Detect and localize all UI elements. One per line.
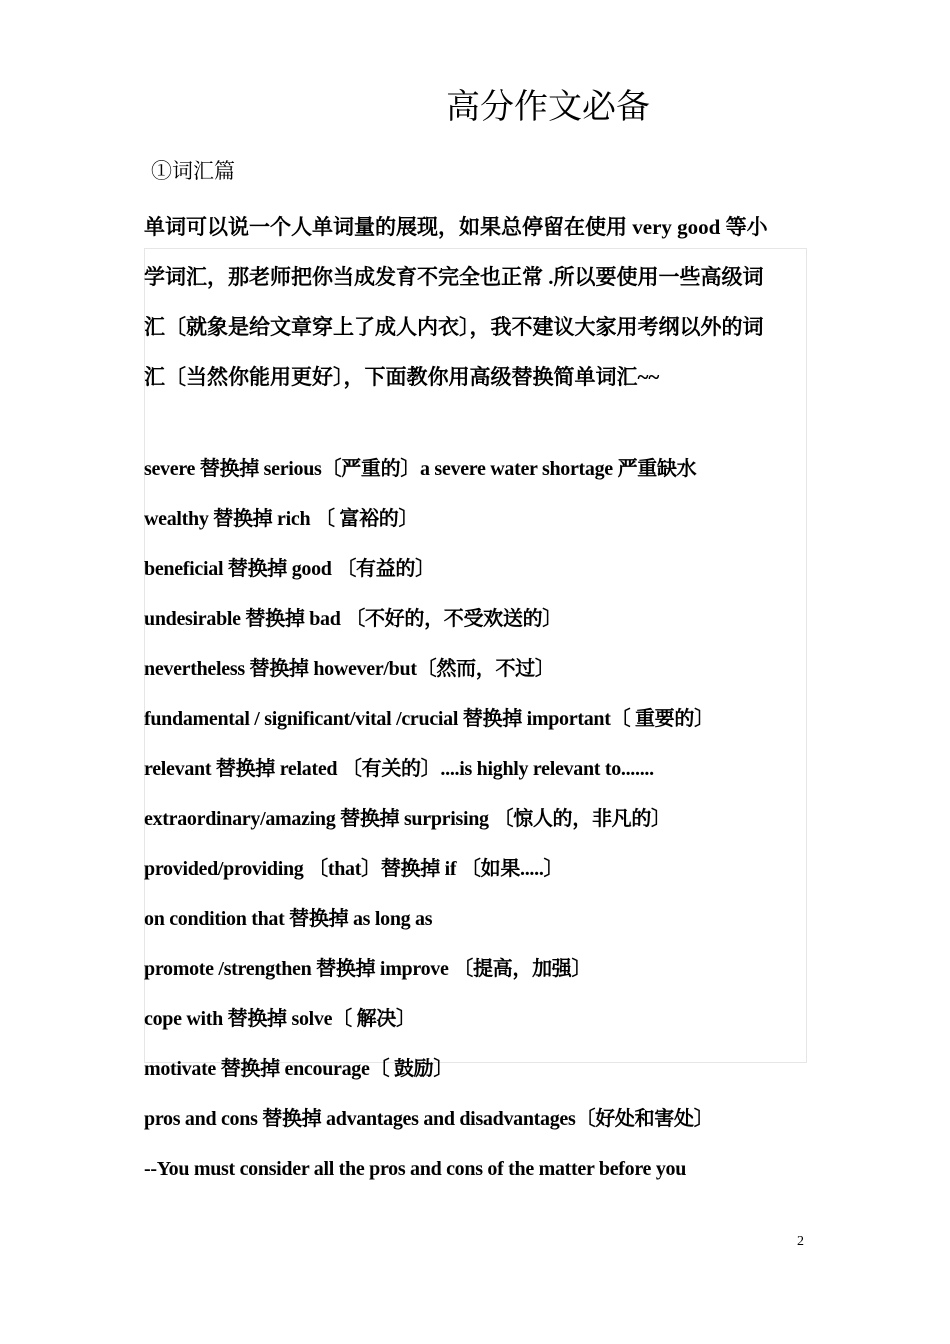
vocabulary-entry: promote /strengthen 替换掉 improve 〔提高，加强〕: [144, 958, 592, 980]
vocabulary-entry: on condition that 替换掉 as long as: [144, 908, 433, 930]
example-sentence: --You must consider all the pros and cons of the matter before you: [144, 1158, 687, 1180]
vocabulary-list: [144, 447, 824, 1197]
vocabulary-entry: pros and cons 替换掉 advantages and disadvantages〔好处和害处〕: [144, 1108, 714, 1130]
vocabulary-entry: nevertheless 替换掉 however/but〔然而，不过〕: [144, 658, 555, 680]
section-heading: ①词汇篇: [151, 159, 235, 183]
intro-paragraph: [144, 202, 816, 402]
vocabulary-entry: severe 替换掉 serious〔严重的〕a severe water shortage 严重缺水: [144, 458, 697, 480]
vocabulary-entry: relevant 替换掉 related 〔有关的〕....is highly relevant to.......: [144, 758, 654, 780]
intro-line: 汇〔就象是给文章穿上了成人内衣〕，我不建议大家用考纲以外的词: [144, 315, 764, 339]
vocabulary-entry: wealthy 替换掉 rich 〔 富裕的〕: [144, 508, 419, 530]
vocabulary-entry: undesirable 替换掉 bad 〔不好的，不受欢送的〕: [144, 608, 562, 630]
page-title: 高分作文必备: [446, 89, 650, 126]
vocabulary-entry: provided/providing 〔that〕替换掉 if 〔如果.....〕: [144, 858, 564, 880]
intro-line: 汇〔当然你能用更好〕，下面教你用高级替换简单词汇~~: [144, 365, 660, 389]
vocabulary-entry: fundamental / significant/vital /crucial 替换掉 important〔 重要的〕: [144, 708, 714, 730]
vocabulary-entry: beneficial 替换掉 good 〔有益的〕: [144, 558, 435, 580]
intro-line: 学词汇，那老师把你当成发育不完全也正常 .所以要使用一些高级词: [144, 265, 764, 289]
intro-line: 单词可以说一个人单词量的展现，如果总停留在使用 very good 等小: [144, 215, 768, 239]
page-number: 2: [797, 1234, 804, 1249]
vocabulary-entry: cope with 替换掉 solve〔 解决〕: [144, 1008, 416, 1030]
vocabulary-entry: extraordinary/amazing 替换掉 surprising 〔惊人的，非凡的〕: [144, 808, 671, 830]
vocabulary-entry: motivate 替换掉 encourage〔 鼓励〕: [144, 1058, 454, 1080]
